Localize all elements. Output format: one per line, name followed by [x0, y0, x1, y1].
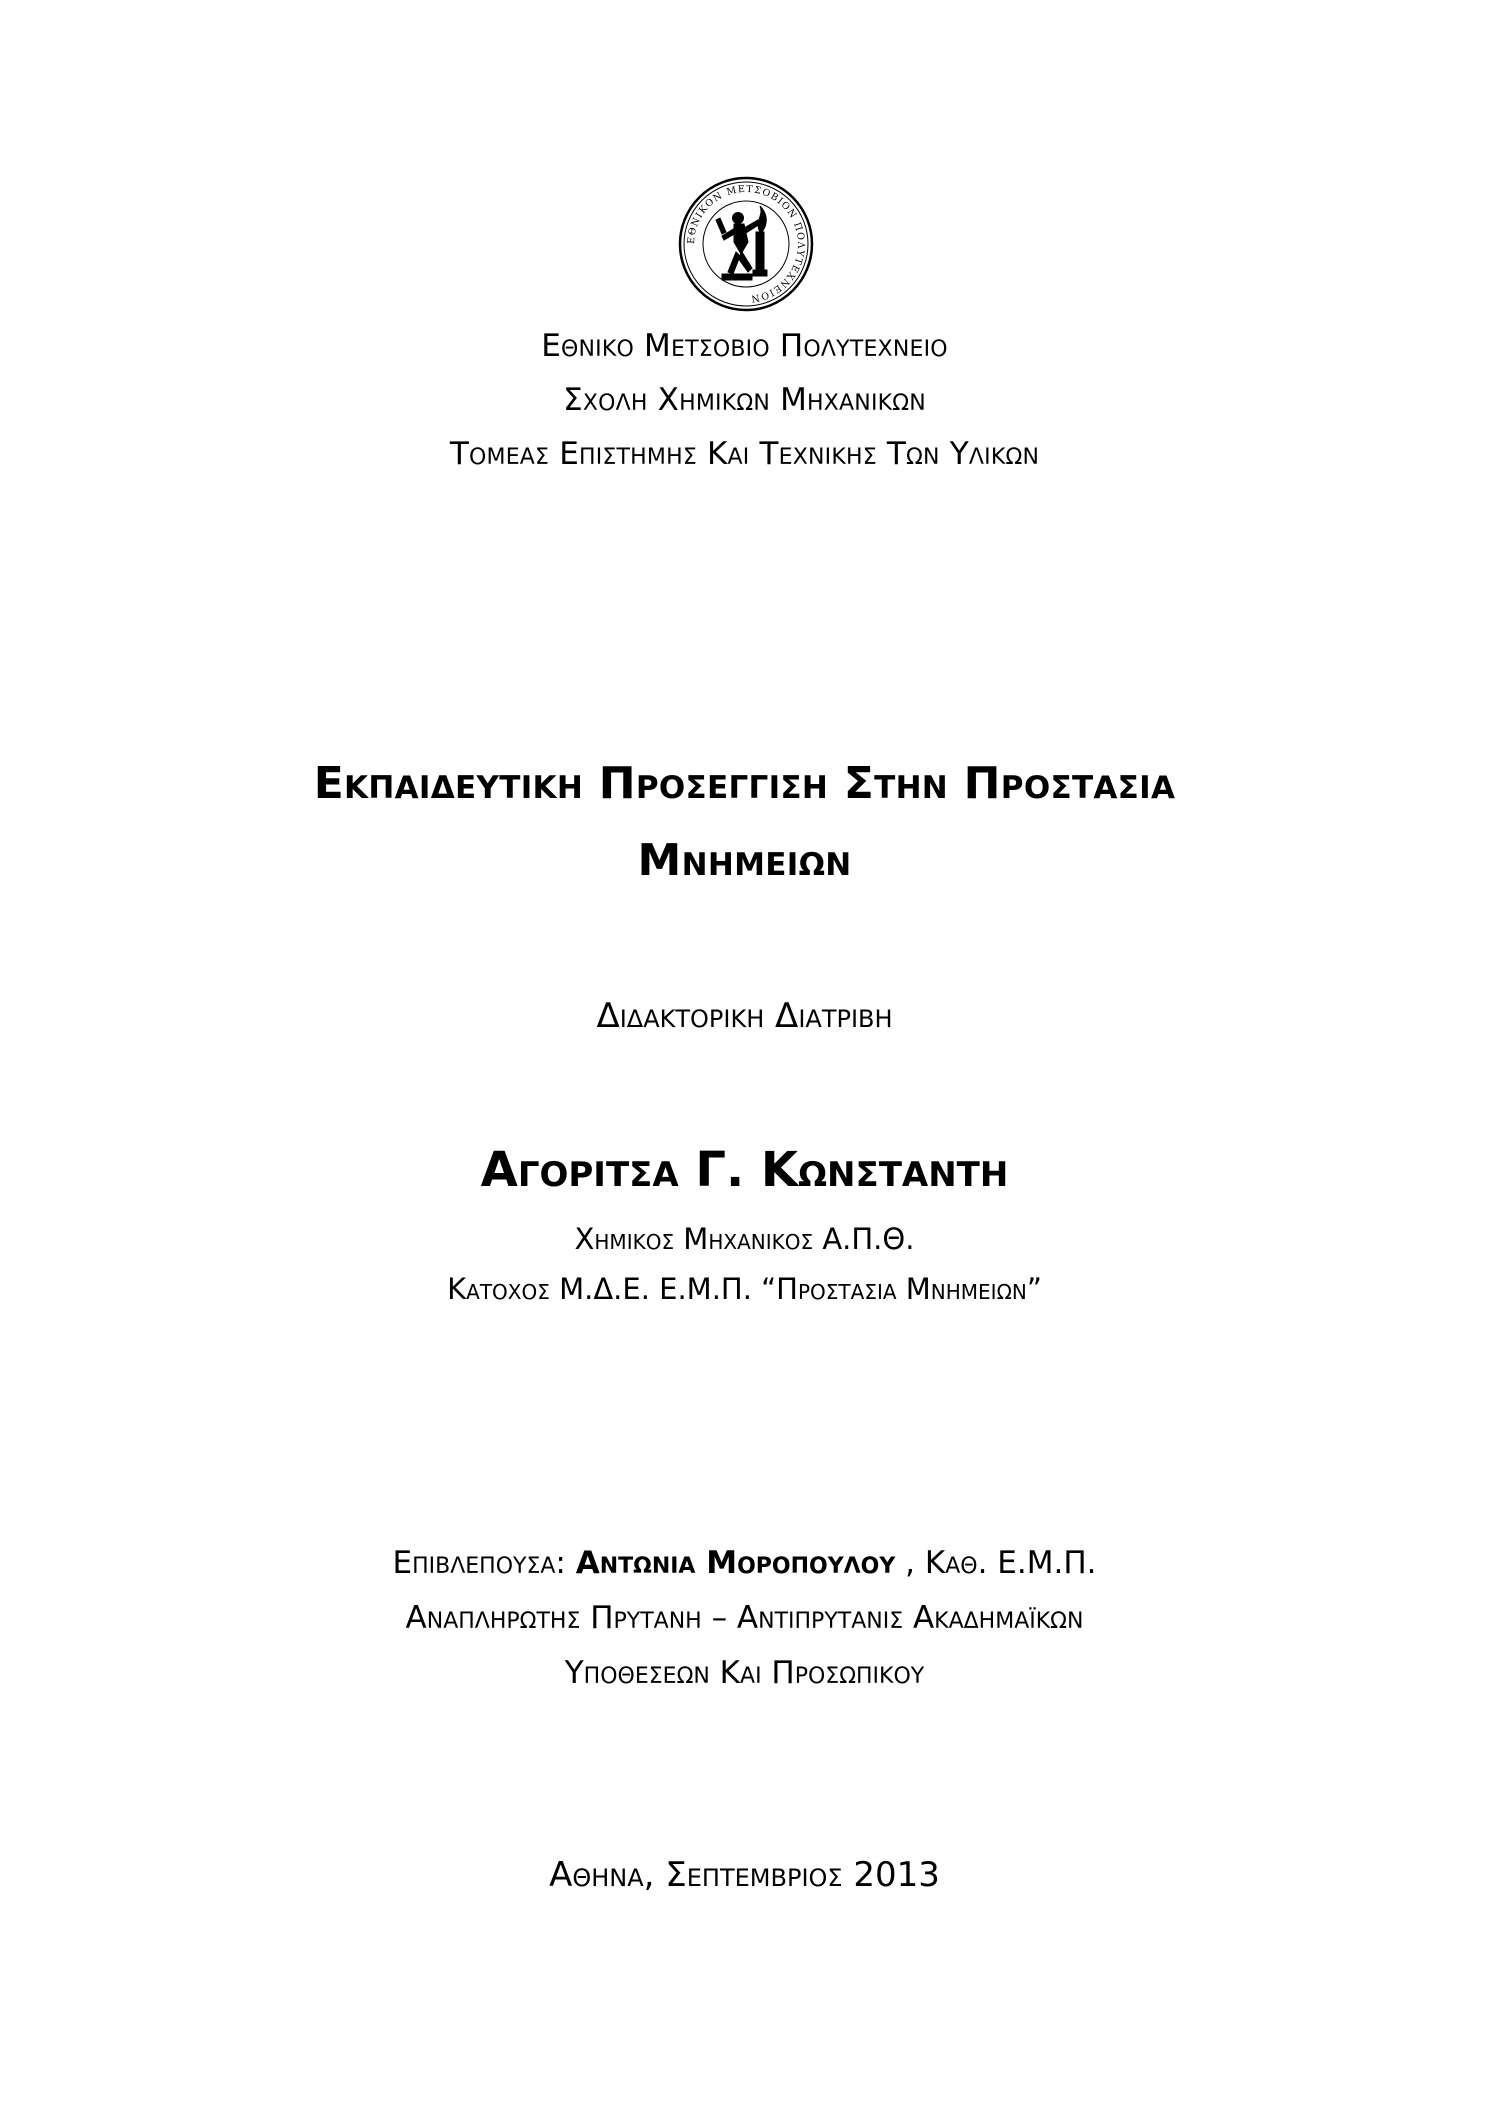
supervisor-name: Αντωνια Μοροπουλου [575, 1545, 896, 1581]
supervisor-label: Επιβλεπουσα: [392, 1545, 576, 1581]
svg-text:ΕΘΝΙΚΟΝ ΜΕΤΣΟΒΙΟΝ ΠΟΛΥΤΕΧΝΕΙΟΝ: ΕΘΝΙΚΟΝ ΜΕΤΣΟΒΙΟΝ ΠΟΛΥΤΕΧΝΕΙΟΝ [685, 183, 807, 304]
author-name: Αγοριτσα Γ. Κωνσταντη [480, 1142, 1009, 1198]
author-credential-1: Χημικος Μηχανικος Α.Π.Θ. [574, 1222, 915, 1256]
supervisor-role-line-1: Αναπληρωτης Πρυτανη – Αντιπρυτανις Ακαδημαϊκων [405, 1600, 1084, 1636]
thesis-title-line-2: Μνημειων [637, 835, 852, 886]
thesis-type: Διδακτορικη Διατριβη [596, 996, 893, 1036]
university-seal-icon [678, 176, 814, 312]
supervisor-line [0, 1545, 1489, 1581]
thesis-title-line-1: Εκπαιδευτικη Προσεγγιση Στην Προστασια [313, 758, 1176, 809]
supervisor-rank: , Καθ. Ε.Μ.Π. [895, 1545, 1097, 1581]
place-and-date: Αθηνα, Σεπτεμβριος 2013 [549, 1855, 940, 1895]
department-name: Τομεας Επιστημης Και Τεχνικης Των Υλικων [449, 436, 1040, 472]
university-name: Εθνικο Μετσοβιο Πολυτεχνειο [541, 328, 948, 364]
school-name: Σχολη Χημικων Μηχανικων [563, 382, 926, 418]
supervisor-role-line-2: Υποθεσεων Και Προσωπικου [564, 1655, 925, 1691]
author-credential-2: Κατοχος Μ.Δ.Ε. Ε.Μ.Π. “Προστασια Μνημειων” [447, 1272, 1042, 1306]
